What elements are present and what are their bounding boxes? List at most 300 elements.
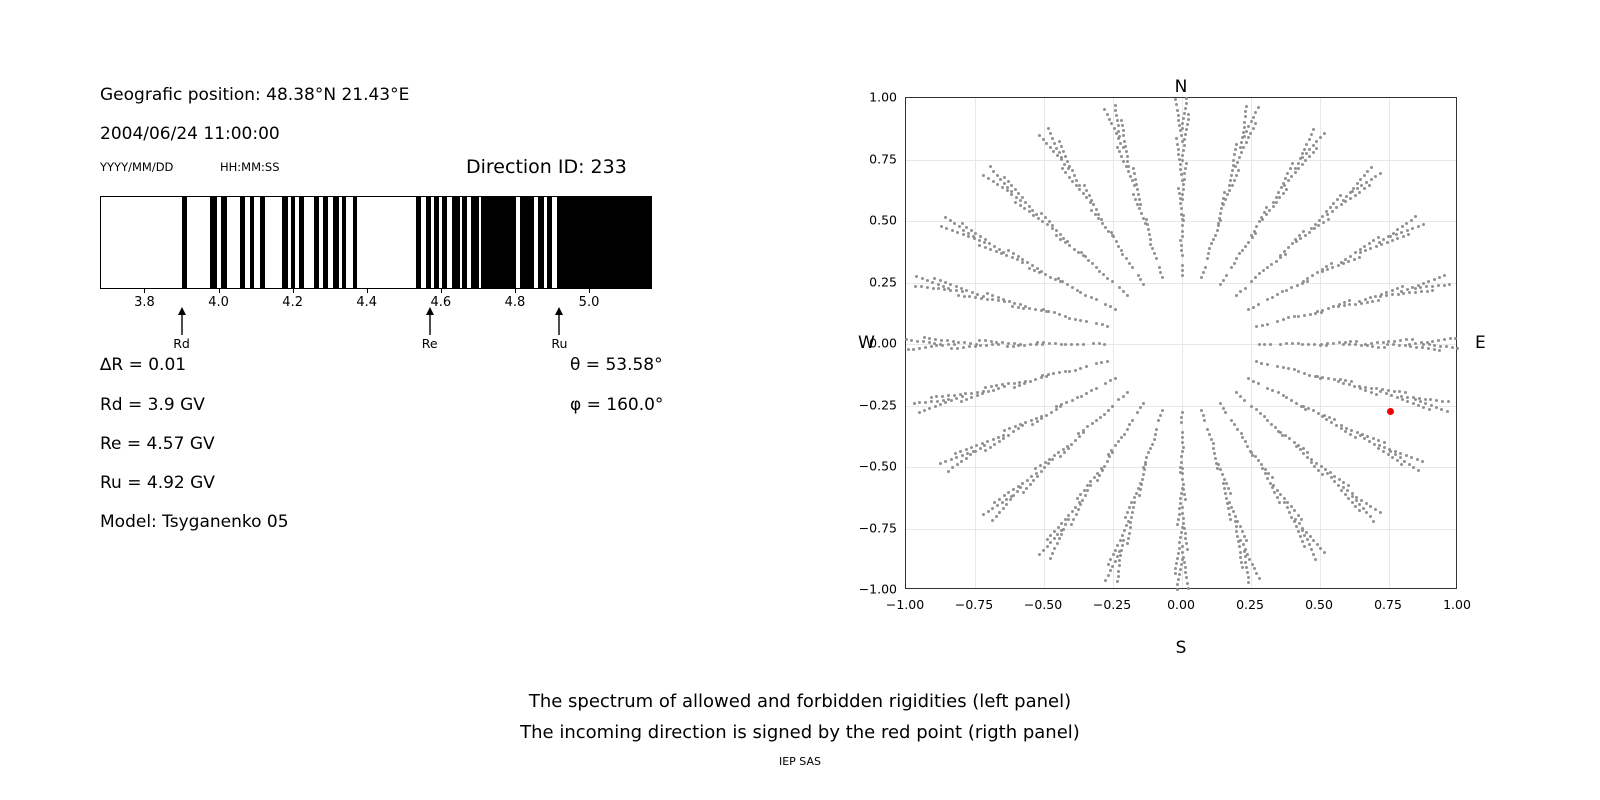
direction-dot	[1375, 393, 1378, 396]
direction-dot	[1359, 251, 1362, 254]
direction-dot	[1285, 396, 1288, 399]
direction-dot	[1175, 562, 1178, 565]
direction-dot	[1102, 273, 1105, 276]
direction-dot	[1312, 128, 1315, 131]
direction-dot	[1101, 222, 1104, 225]
direction-dot	[1114, 104, 1117, 107]
direction-dot	[1297, 370, 1300, 373]
direction-dot	[1002, 507, 1005, 510]
direction-dot	[1347, 260, 1350, 263]
forbidden-band	[299, 197, 304, 288]
direction-dot	[1377, 447, 1380, 450]
direction-dot	[1358, 509, 1361, 512]
direction-dot	[1177, 153, 1180, 156]
direction-dot	[1005, 498, 1008, 501]
direction-dot	[1391, 239, 1394, 242]
direction-dot	[1396, 237, 1399, 240]
direction-dot	[1306, 456, 1309, 459]
direction-dot	[1270, 263, 1273, 266]
forbidden-band	[260, 197, 264, 288]
direction-dot	[975, 444, 978, 447]
direction-dot	[1174, 572, 1177, 575]
direction-dot	[1368, 184, 1371, 187]
direction-dot	[1089, 201, 1092, 204]
direction-dot	[1179, 568, 1182, 571]
direction-dot	[1014, 201, 1017, 204]
direction-dot	[943, 288, 946, 291]
direction-dot	[1182, 483, 1185, 486]
direction-dot	[1128, 532, 1131, 535]
direction-dot	[1344, 493, 1347, 496]
direction-dot	[1433, 344, 1436, 347]
direction-dot	[1180, 461, 1183, 464]
direction-dot	[1013, 386, 1016, 389]
direction-dot	[997, 387, 1000, 390]
direction-dot	[1431, 289, 1434, 292]
direction-dot	[1382, 450, 1385, 453]
direction-dot	[1337, 305, 1340, 308]
direction-dot	[1437, 284, 1440, 287]
direction-dot	[1230, 266, 1233, 269]
direction-dot	[1175, 103, 1178, 106]
direction-dot	[1023, 344, 1026, 347]
direction-dot	[1229, 179, 1232, 182]
direction-dot	[1219, 212, 1222, 215]
direction-dot	[1421, 460, 1424, 463]
direction-dot	[1299, 237, 1302, 240]
stat-ru: Ru = 4.92 GV	[100, 473, 215, 493]
direction-dot	[950, 347, 953, 350]
direction-dot	[1117, 575, 1120, 578]
direction-dot	[1181, 264, 1184, 267]
direction-dot	[1161, 409, 1164, 412]
forbidden-band	[291, 197, 295, 288]
y-tick-label: −0.25	[858, 397, 897, 412]
direction-dot	[1120, 249, 1123, 252]
direction-dot	[1370, 391, 1373, 394]
direction-dot	[1088, 194, 1091, 197]
axis-tick-label: 4.2	[282, 295, 303, 310]
direction-dot	[1411, 227, 1414, 230]
direction-dot	[1414, 398, 1417, 401]
direction-dot	[1079, 493, 1082, 496]
direction-dot	[1374, 508, 1377, 511]
direction-dot	[982, 174, 985, 177]
direction-dot	[1282, 366, 1285, 369]
direction-dot	[1053, 454, 1056, 457]
direction-dot	[1230, 419, 1233, 422]
direction-dot	[1230, 506, 1233, 509]
direction-dot	[1235, 530, 1238, 533]
marker-label-re: Re	[421, 336, 438, 351]
direction-dot	[1106, 113, 1109, 116]
direction-dot	[1032, 479, 1035, 482]
direction-dot	[1383, 446, 1386, 449]
direction-dot	[1125, 524, 1128, 527]
direction-dot	[1006, 345, 1009, 348]
direction-dot	[1176, 109, 1179, 112]
direction-dot	[1258, 343, 1261, 346]
direction-dot	[1385, 392, 1388, 395]
direction-dot	[1398, 390, 1401, 393]
direction-dot	[1065, 401, 1068, 404]
direction-dot	[1062, 150, 1065, 153]
direction-dot	[1127, 170, 1130, 173]
direction-dot	[1040, 309, 1043, 312]
direction-dot	[1315, 147, 1318, 150]
direction-dot	[1306, 538, 1309, 541]
direction-dot	[1351, 495, 1354, 498]
direction-dot	[1335, 424, 1338, 427]
direction-dot	[1287, 316, 1290, 319]
direction-dot	[984, 246, 987, 249]
direction-dot	[1119, 142, 1122, 145]
direction-dot	[1151, 443, 1154, 446]
direction-dot	[1294, 171, 1297, 174]
direction-dot	[1304, 234, 1307, 237]
direction-dot	[1177, 578, 1180, 581]
direction-dot	[1068, 244, 1071, 247]
direction-dot	[1276, 489, 1279, 492]
direction-dot	[1066, 160, 1069, 163]
direction-dot	[1270, 423, 1273, 426]
direction-dot	[1131, 179, 1134, 182]
stat-model: Model: Tsyganenko 05	[100, 512, 289, 532]
direction-dot	[1125, 257, 1128, 260]
direction-dot	[1184, 532, 1187, 535]
direction-dot	[1337, 484, 1340, 487]
direction-dot	[965, 398, 968, 401]
direction-dot	[1234, 515, 1237, 518]
direction-dot	[995, 515, 998, 518]
direction-dot	[1342, 199, 1345, 202]
direction-dot	[1354, 194, 1357, 197]
direction-dot	[1338, 478, 1341, 481]
direction-dot	[1182, 149, 1185, 152]
forbidden-band	[182, 197, 188, 288]
direction-dot	[1144, 463, 1147, 466]
direction-dot	[1231, 169, 1234, 172]
direction-dot	[1131, 419, 1134, 422]
direction-dot	[1077, 508, 1080, 511]
direction-dot	[1174, 567, 1177, 570]
direction-dot	[918, 401, 921, 404]
direction-dot	[1049, 541, 1052, 544]
direction-dot	[1377, 346, 1380, 349]
direction-dot	[905, 338, 908, 341]
direction-dot	[1254, 122, 1257, 125]
direction-dot	[1414, 287, 1417, 290]
direction-dot	[957, 294, 960, 297]
direction-dot	[1078, 188, 1081, 191]
direction-dot	[1147, 451, 1150, 454]
direction-dot	[1319, 547, 1322, 550]
direction-dot	[1016, 258, 1019, 261]
direction-dot	[1379, 511, 1382, 514]
direction-dot	[1378, 241, 1381, 244]
direction-dot	[1206, 257, 1209, 260]
direction-dot	[1241, 436, 1244, 439]
direction-dot	[1332, 202, 1335, 205]
direction-dot	[941, 395, 944, 398]
compass-south-label: S	[1175, 638, 1187, 658]
direction-dot	[1332, 305, 1335, 308]
direction-dot	[1429, 398, 1432, 401]
direction-dot	[1095, 208, 1098, 211]
direction-dot	[937, 283, 940, 286]
direction-dot	[1118, 559, 1121, 562]
direction-dot	[1122, 395, 1125, 398]
direction-dot	[1155, 257, 1158, 260]
direction-dot	[1067, 518, 1070, 521]
direction-dot	[1158, 266, 1161, 269]
direction-dot	[1349, 255, 1352, 258]
direction-dot	[1276, 293, 1279, 296]
direction-dot	[1219, 468, 1222, 471]
direction-dot	[1181, 179, 1184, 182]
direction-dot	[1062, 448, 1065, 451]
direction-dot	[1244, 440, 1247, 443]
direction-dot	[978, 339, 981, 342]
direction-dot	[1356, 182, 1359, 185]
direction-dot	[1394, 453, 1397, 456]
direction-dot	[1305, 152, 1308, 155]
direction-dot	[1127, 520, 1130, 523]
direction-dot	[1063, 163, 1066, 166]
direction-dot	[1133, 172, 1136, 175]
direction-dot	[1181, 506, 1184, 509]
direction-dot	[993, 501, 996, 504]
direction-dot	[1301, 163, 1304, 166]
direction-dot	[983, 241, 986, 244]
direction-dot	[1383, 441, 1386, 444]
direction-dot	[1266, 363, 1269, 366]
marker-arrow-re-icon	[422, 307, 438, 338]
direction-dot	[1321, 473, 1324, 476]
direction-dot	[1074, 506, 1077, 509]
direction-dot	[1181, 235, 1184, 238]
direction-dot	[1401, 225, 1404, 228]
direction-dot	[1235, 257, 1238, 260]
direction-dot	[1405, 222, 1408, 225]
axis-tick-label: 3.8	[134, 295, 155, 310]
direction-dot	[1296, 284, 1299, 287]
direction-dot	[1257, 459, 1260, 462]
direction-dot	[1040, 470, 1043, 473]
direction-dot	[1371, 345, 1374, 348]
direction-dot	[1269, 482, 1272, 485]
direction-dot	[1290, 286, 1293, 289]
direction-dot	[1076, 396, 1079, 399]
direction-dot	[1108, 118, 1111, 121]
y-tick-label: 0.75	[869, 151, 897, 166]
direction-dot	[1355, 340, 1358, 343]
direction-dot	[1118, 286, 1121, 289]
direction-dot	[1382, 341, 1385, 344]
direction-dot	[991, 298, 994, 301]
direction-dot	[1090, 209, 1093, 212]
direction-dot	[1142, 283, 1145, 286]
direction-dot	[1052, 150, 1055, 153]
direction-dot	[1098, 270, 1101, 273]
direction-dot	[1282, 318, 1285, 321]
direction-dot	[1293, 509, 1296, 512]
axis-tick-label: 4.6	[430, 295, 452, 310]
caption-line-1: The spectrum of allowed and forbidden rigidities (left panel)	[528, 691, 1072, 712]
direction-dot	[1106, 460, 1109, 463]
direction-dot	[1433, 278, 1436, 281]
x-tick-label: −0.75	[954, 597, 994, 612]
direction-dot	[1285, 188, 1288, 191]
direction-dot	[1420, 290, 1423, 293]
direction-dot	[1054, 278, 1057, 281]
direction-dot	[1277, 191, 1280, 194]
direction-dot	[1301, 540, 1304, 543]
direction-dot	[1053, 537, 1056, 540]
direction-dot	[1412, 402, 1415, 405]
y-tick-label: 0.00	[869, 335, 897, 351]
direction-dot	[1018, 381, 1021, 384]
direction-dot	[926, 286, 929, 289]
direction-dot	[1308, 231, 1311, 234]
direction-dot	[996, 504, 999, 507]
direction-dot	[939, 462, 942, 465]
gridline-horizontal	[906, 221, 1456, 222]
direction-dot	[1343, 304, 1346, 307]
direction-dot	[1184, 566, 1187, 569]
direction-dot	[998, 248, 1001, 251]
direction-dot	[1185, 102, 1188, 105]
direction-dot	[1307, 343, 1310, 346]
direction-dot	[1091, 422, 1094, 425]
direction-dot	[1031, 264, 1034, 267]
direction-dot	[1145, 218, 1148, 221]
selected-direction-point[interactable]	[1387, 408, 1394, 415]
direction-dot	[1024, 421, 1027, 424]
direction-dot	[1311, 274, 1314, 277]
direction-dot	[1255, 408, 1258, 411]
direction-dot	[1364, 389, 1367, 392]
direction-dot	[1239, 395, 1242, 398]
direction-dot	[1014, 188, 1017, 191]
direction-dot	[1385, 294, 1388, 297]
direction-dot	[1100, 361, 1103, 364]
direction-dot	[1251, 563, 1254, 566]
direction-dot	[1316, 375, 1319, 378]
direction-dot	[1258, 577, 1261, 580]
direction-dot	[1181, 154, 1184, 157]
direction-dot	[1424, 398, 1427, 401]
direction-dot	[1386, 343, 1389, 346]
direction-dot	[1019, 343, 1022, 346]
direction-dot	[1207, 252, 1210, 255]
direction-dot	[1006, 186, 1009, 189]
direction-dot	[1008, 427, 1011, 430]
direction-dot	[1309, 313, 1312, 316]
forbidden-band	[282, 197, 288, 288]
direction-dot	[1369, 247, 1372, 250]
direction-dot	[1049, 276, 1052, 279]
direction-dot	[1070, 523, 1073, 526]
direction-dot	[1249, 132, 1252, 135]
direction-dot	[1358, 256, 1361, 259]
direction-dot	[955, 456, 958, 459]
direction-dot	[1003, 385, 1006, 388]
direction-dot	[1086, 489, 1089, 492]
direction-dot	[1399, 452, 1402, 455]
direction-dot	[997, 436, 1000, 439]
direction-dot	[1012, 430, 1015, 433]
direction-dot	[1346, 489, 1349, 492]
direction-dot	[1297, 514, 1300, 517]
direction-dot	[1375, 387, 1378, 390]
direction-dot	[1267, 472, 1270, 475]
direction-dot	[1319, 136, 1322, 139]
axis-tick	[515, 289, 516, 293]
direction-dot	[1263, 415, 1266, 418]
direction-dot	[1301, 152, 1304, 155]
direction-dot	[1290, 505, 1293, 508]
direction-dot	[1001, 501, 1004, 504]
direction-dot	[1435, 399, 1438, 402]
direction-dot	[1290, 399, 1293, 402]
direction-dot	[982, 295, 985, 298]
direction-dot	[1084, 294, 1087, 297]
direction-dot	[1133, 496, 1136, 499]
direction-dot	[1137, 193, 1140, 196]
x-tick-label: 0.00	[1167, 597, 1195, 612]
direction-dot	[1203, 419, 1206, 422]
direction-dot	[1368, 440, 1371, 443]
direction-dot	[1224, 411, 1227, 414]
direction-dot	[1344, 200, 1347, 203]
direction-dot	[1101, 323, 1104, 326]
direction-dot	[1180, 244, 1183, 247]
direction-dot	[1301, 343, 1304, 346]
direction-dot	[1283, 497, 1286, 500]
forbidden-band	[240, 197, 246, 288]
direction-dot	[950, 458, 953, 461]
direction-dot	[932, 287, 935, 290]
direction-dot	[1046, 538, 1049, 541]
direction-dot	[1401, 398, 1404, 401]
direction-dot	[1254, 111, 1257, 114]
direction-dot	[1316, 310, 1319, 313]
direction-dot	[1392, 343, 1395, 346]
direction-dot	[1089, 480, 1092, 483]
x-tick-label: 0.25	[1236, 597, 1264, 612]
direction-dot	[1181, 545, 1184, 548]
direction-dot	[1289, 167, 1292, 170]
direction-dot	[1182, 188, 1185, 191]
direction-dot	[1233, 179, 1236, 182]
direction-dot	[961, 222, 964, 225]
direction-dot	[1329, 471, 1332, 474]
direction-dot	[970, 446, 973, 449]
direction-dot	[1056, 542, 1059, 545]
direction-dot	[1003, 429, 1006, 432]
direction-dot	[967, 235, 970, 238]
direction-dot	[1006, 189, 1009, 192]
direction-dot	[1082, 192, 1085, 195]
direction-dot	[1372, 520, 1375, 523]
direction-dot	[1134, 198, 1137, 201]
direction-dot	[1330, 421, 1333, 424]
direction-dot	[974, 232, 977, 235]
direction-dot	[1364, 386, 1367, 389]
direction-dot	[1067, 514, 1070, 517]
direction-dot	[1132, 506, 1135, 509]
